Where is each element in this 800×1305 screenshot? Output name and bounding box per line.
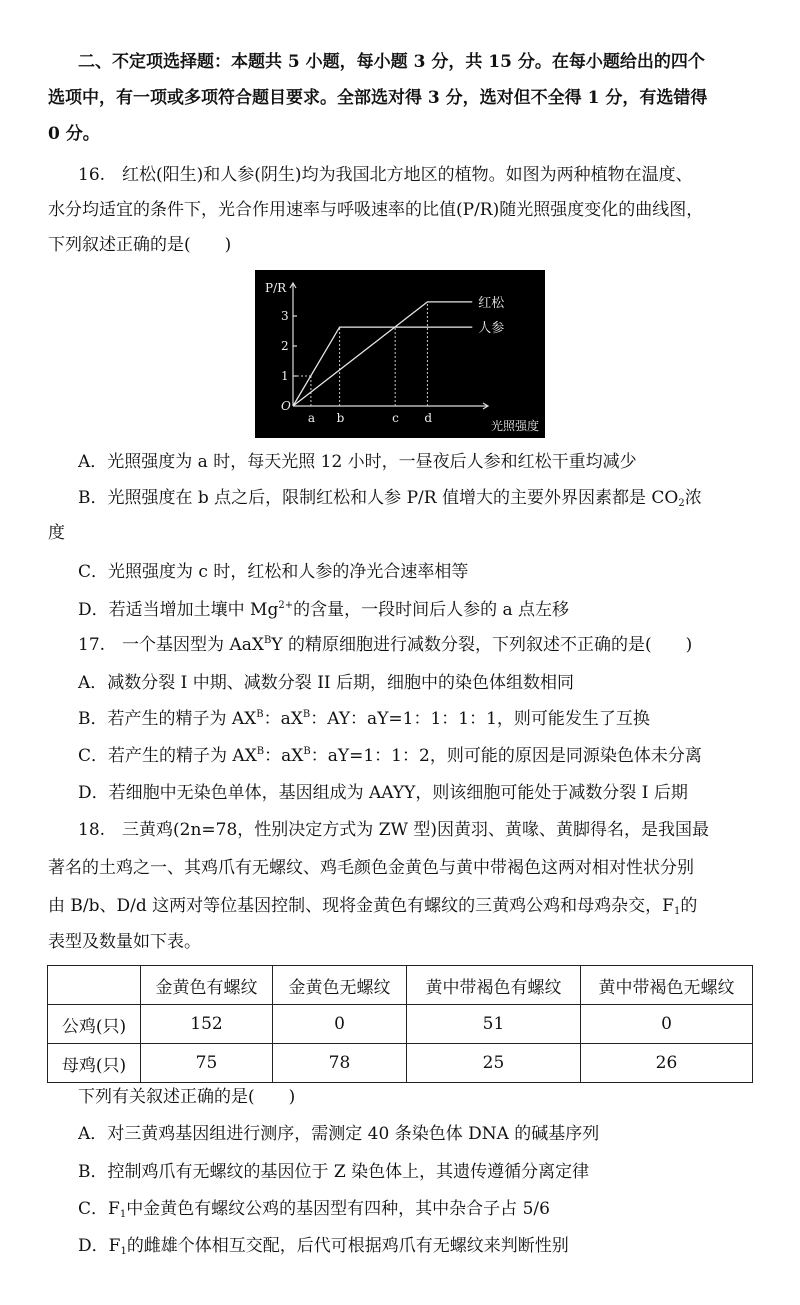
text: 由 B/b、D/d 这两对等位基因控制、现将金黄色有螺纹的三黄鸡公鸡和母鸡杂交，F	[48, 896, 674, 916]
text: B．光照强度在 b 点之后，限制红松和人参 P/R 值增大的主要外界因素都是 CO	[78, 488, 679, 508]
subscript: 1	[673, 906, 681, 917]
table-row	[48, 1044, 753, 1083]
y-tick-label: 1	[281, 369, 289, 383]
q18-option-c	[78, 1198, 550, 1220]
superscript: B	[256, 746, 265, 757]
text: 的含量，一段时间后人参的 a 点左移	[293, 600, 570, 620]
q16-option-a: A．光照强度为 a 时，每天光照 12 小时，一昼夜后人参和红松干重均减少	[78, 452, 637, 472]
origin-label: O	[281, 399, 291, 413]
table-cell: 152	[141, 1005, 273, 1044]
table-cell: 母鸡(只)	[48, 1044, 141, 1083]
superscript: B	[303, 746, 311, 757]
x-tick-label: a	[307, 411, 316, 425]
q16-stem: 水分均适宜的条件下，光合作用速率与呼吸速率的比值(P/R)随光照强度变化的曲线图，	[48, 200, 704, 220]
table-cell: 26	[581, 1044, 753, 1083]
q17-option-a: A．减数分裂 I 中期、减数分裂 II 后期，细胞中的染色体组数相同	[78, 673, 575, 693]
series-line-hongsong	[293, 302, 472, 406]
text: 的	[680, 896, 698, 916]
section-header: 0 分。	[48, 124, 100, 144]
q18-option-b: B．控制鸡爪有无螺纹的基因位于 Z 染色体上，其遗传遵循分离定律	[78, 1162, 590, 1182]
table-cell: 51	[407, 1005, 581, 1044]
x-tick-label: b	[336, 411, 345, 425]
table-row	[48, 1005, 753, 1044]
series-label: 人参	[478, 321, 505, 337]
subscript: 2	[678, 498, 685, 509]
text: ：AY：aY=1：1：1：1，则可能发生了互换	[310, 709, 650, 729]
text: 中金黄色有螺纹公鸡的基因型有四种，其中杂合子占 5/6	[126, 1199, 550, 1219]
q17-stem	[78, 634, 692, 656]
f1-phenotype-table	[47, 965, 753, 1083]
q18-stem: 著名的土鸡之一、其鸡爪有无螺纹、鸡毛颜色金黄色与黄中带褐色这两对相对性状分别	[48, 858, 694, 878]
text: ：aX	[264, 746, 304, 766]
table-header: 金黄色有螺纹	[141, 966, 273, 1005]
table-header	[48, 966, 141, 1005]
q17-option-b	[78, 708, 650, 730]
series-label: 红松	[478, 295, 505, 311]
q18-stem: 18. 三黄鸡(2n=78，性别决定方式为 ZW 型)因黄羽、黄喙、黄脚得名，是我国最	[78, 820, 710, 840]
text: 的雌雄个体相互交配，后代可根据鸡爪有无螺纹来判断性别	[126, 1236, 569, 1256]
table-cell: 75	[141, 1044, 273, 1083]
x-tick-label: d	[424, 411, 433, 425]
q16-stem: 16. 红松(阳生)和人参(阴生)均为我国北方地区的植物。如图为两种植物在温度、	[78, 165, 693, 185]
table-header-row	[48, 966, 753, 1005]
text: C．若产生的精子为 AX	[78, 746, 257, 766]
q16-option-d	[78, 599, 569, 621]
q18-stem: 表型及数量如下表。	[48, 932, 201, 952]
text: B．若产生的精子为 AX	[78, 709, 257, 729]
text: 浓	[684, 488, 702, 508]
y-tick-label: 3	[281, 309, 289, 323]
superscript: B	[302, 709, 311, 720]
subscript: 1	[119, 1209, 127, 1220]
q18-stem	[48, 895, 697, 917]
y-tick-label: 2	[281, 339, 289, 353]
q18-after-table: 下列有关叙述正确的是( )	[78, 1087, 296, 1107]
superscript: 2+	[278, 600, 294, 611]
table-cell: 公鸡(只)	[48, 1005, 141, 1044]
text: D．若适当增加土壤中 Mg	[78, 600, 279, 620]
q16-option-c: C．光照强度为 c 时，红松和人参的净光合速率相等	[78, 562, 469, 582]
q16-option-b-cont: 度	[48, 523, 65, 543]
table-cell: 25	[407, 1044, 581, 1083]
y-axis-label: P/R	[265, 281, 287, 295]
series-line-renshen	[293, 327, 472, 406]
section-header: 二、不定项选择题：本题共 5 小题，每小题 3 分，共 15 分。在每小题给出的四个	[78, 52, 705, 72]
table-header: 黄中带褐色有螺纹	[407, 966, 581, 1005]
q18-option-d	[78, 1235, 569, 1257]
x-axis-label: 光照强度	[491, 419, 540, 433]
text: 17. 一个基因型为 AaX	[78, 635, 264, 655]
superscript: B	[263, 635, 272, 646]
q17-option-c	[78, 745, 702, 767]
subscript: 1	[120, 1246, 127, 1257]
text: C．F	[78, 1199, 120, 1219]
text: ：aX	[263, 709, 303, 729]
q17-option-d: D．若细胞中无染色单体，基因组成为 AAYY，则该细胞可能处于减数分裂 I 后期	[78, 783, 688, 803]
text: ：aY=1：1：2，则可能的原因是同源染色体未分离	[310, 746, 702, 766]
table-header: 金黄色无螺纹	[273, 966, 407, 1005]
q16-option-b	[78, 487, 702, 509]
section-header: 选项中，有一项或多项符合题目要求。全部选对得 3 分，选对但不全得 1 分，有选错得	[48, 88, 708, 108]
pr-light-chart	[255, 270, 545, 438]
q18-option-a: A．对三黄鸡基因组进行测序，需测定 40 条染色体 DNA 的碱基序列	[78, 1124, 600, 1144]
table-header: 黄中带褐色无螺纹	[581, 966, 753, 1005]
text: Y 的精原细胞进行减数分裂，下列叙述不正确的是( )	[271, 635, 693, 655]
table-cell: 78	[273, 1044, 407, 1083]
x-tick-label: c	[392, 411, 399, 425]
superscript: B	[256, 709, 264, 720]
text: D．F	[78, 1236, 121, 1256]
table-cell: 0	[273, 1005, 407, 1044]
q16-stem: 下列叙述正确的是( )	[48, 235, 232, 255]
table-cell: 0	[581, 1005, 753, 1044]
